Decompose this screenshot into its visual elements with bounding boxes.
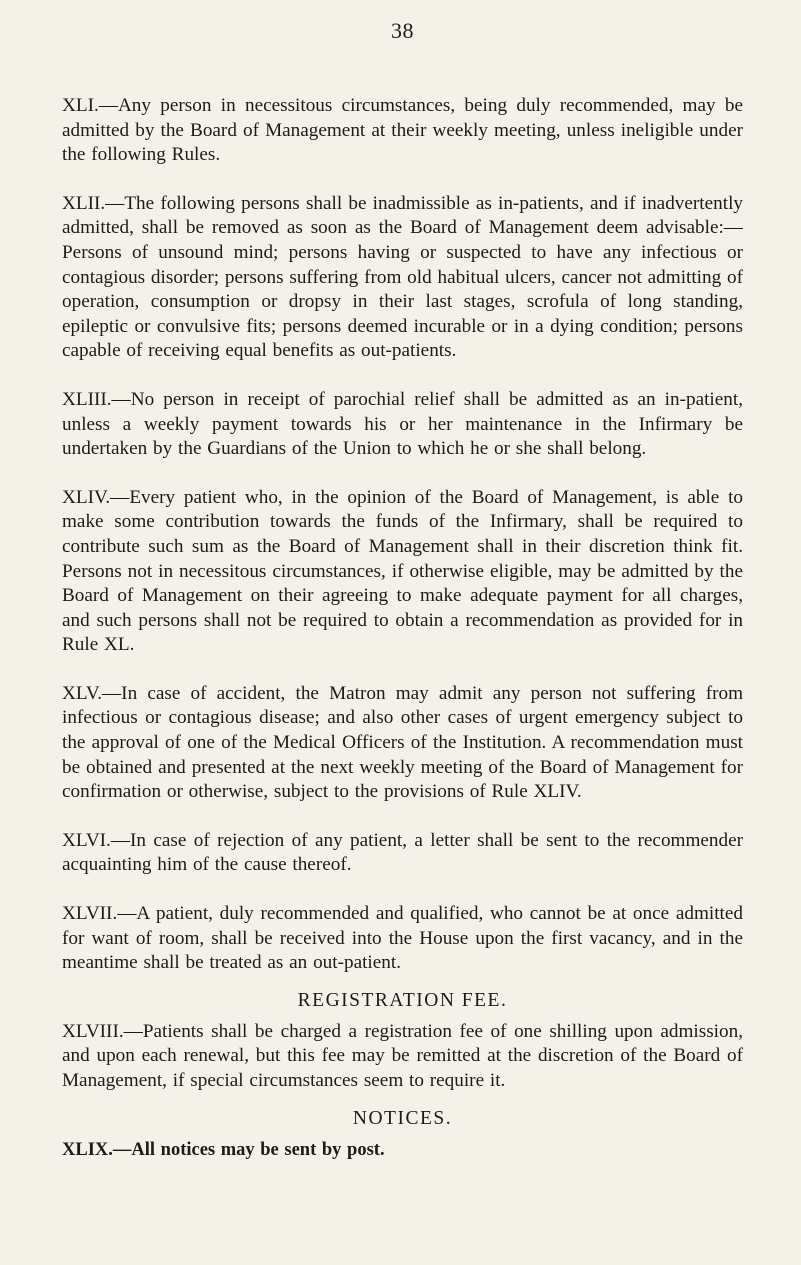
rule-xlii: XLII.—The following persons shall be inadmissible as in-patients, and if inadvertently admitted, shall be removed as soon as the Board of Management deem advisable:—Persons of unsound mind; persons having or suspected to have any infectious or contagious disorder; persons suffering from old habitual ulcers, cancer not admitting of operation, consumption or dropsy in their last stages, scrofula of long standing, epileptic or convulsive fits; persons deemed incurable or in a dying condition; persons capable of receiving equal benefits as out-patients. (62, 192, 743, 362)
notices-heading: NOTICES. (352, 1107, 453, 1129)
rule-xlv: XLV.—In case of accident, the Matron may admit any person not suffering from infectious or contagious disease; and also other cases of urgent emergency subject to the approval of one of the Medical Officers of the Institution. A recommendation must be obtained and presented at the next weekly meeting of the Board of Management for confirmation or otherwise, subject to the provisions of Rule XLIV. (62, 682, 743, 803)
rule-xliv: XLIV.—Every patient who, in the opinion of the Board of Management, is able to make some contribution towards the funds of the Infirmary, shall be required to contribute such sum as the Board of Management shall in their discretion think fit. Persons not in necessitous circumstances, if otherwise eligible, may be admitted by the Board of Management on their agreeing to make adequate payment for all charges, and such persons shall not be required to obtain a recommendation as provided for in Rule XL. (62, 486, 743, 656)
rule-xli: XLI.—Any person in necessitous circumstances, being duly recommended, may be admitted by the Board of Management at their weekly meeting, unless ineligible under the following Rules. (62, 95, 743, 166)
rule-xlviii: XLVIII.—Patients shall be charged a registration fee of one shilling upon admission, and upon each renewal, but this fee may be remitted at the discretion of the Board of Management, if special circumstances seem to require it. (62, 1020, 743, 1091)
page-number: 38 (391, 18, 414, 43)
rule-xliii: XLIII.—No person in receipt of parochial relief shall be admitted as an in-patient, unless a weekly payment towards his or her maintenance in the Infirmary be undertaken by the Guardians of the Union to which he or she shall belong. (62, 388, 743, 460)
rule-xlix: XLIX.—All notices may be sent by post. (62, 1139, 385, 1160)
rule-xlvii: XLVII.—A patient, duly recommended and qualified, who cannot be at once admitted for want of room, shall be received into the House upon the first vacancy, and in the meantime shall be treated as an out-patient. (62, 903, 743, 974)
registration-fee-heading: REGISTRATION FEE. (297, 989, 508, 1011)
rule-xlvi: XLVI.—In case of rejection of any patient, a letter shall be sent to the recommender acquainting him of the cause thereof. (62, 829, 743, 876)
